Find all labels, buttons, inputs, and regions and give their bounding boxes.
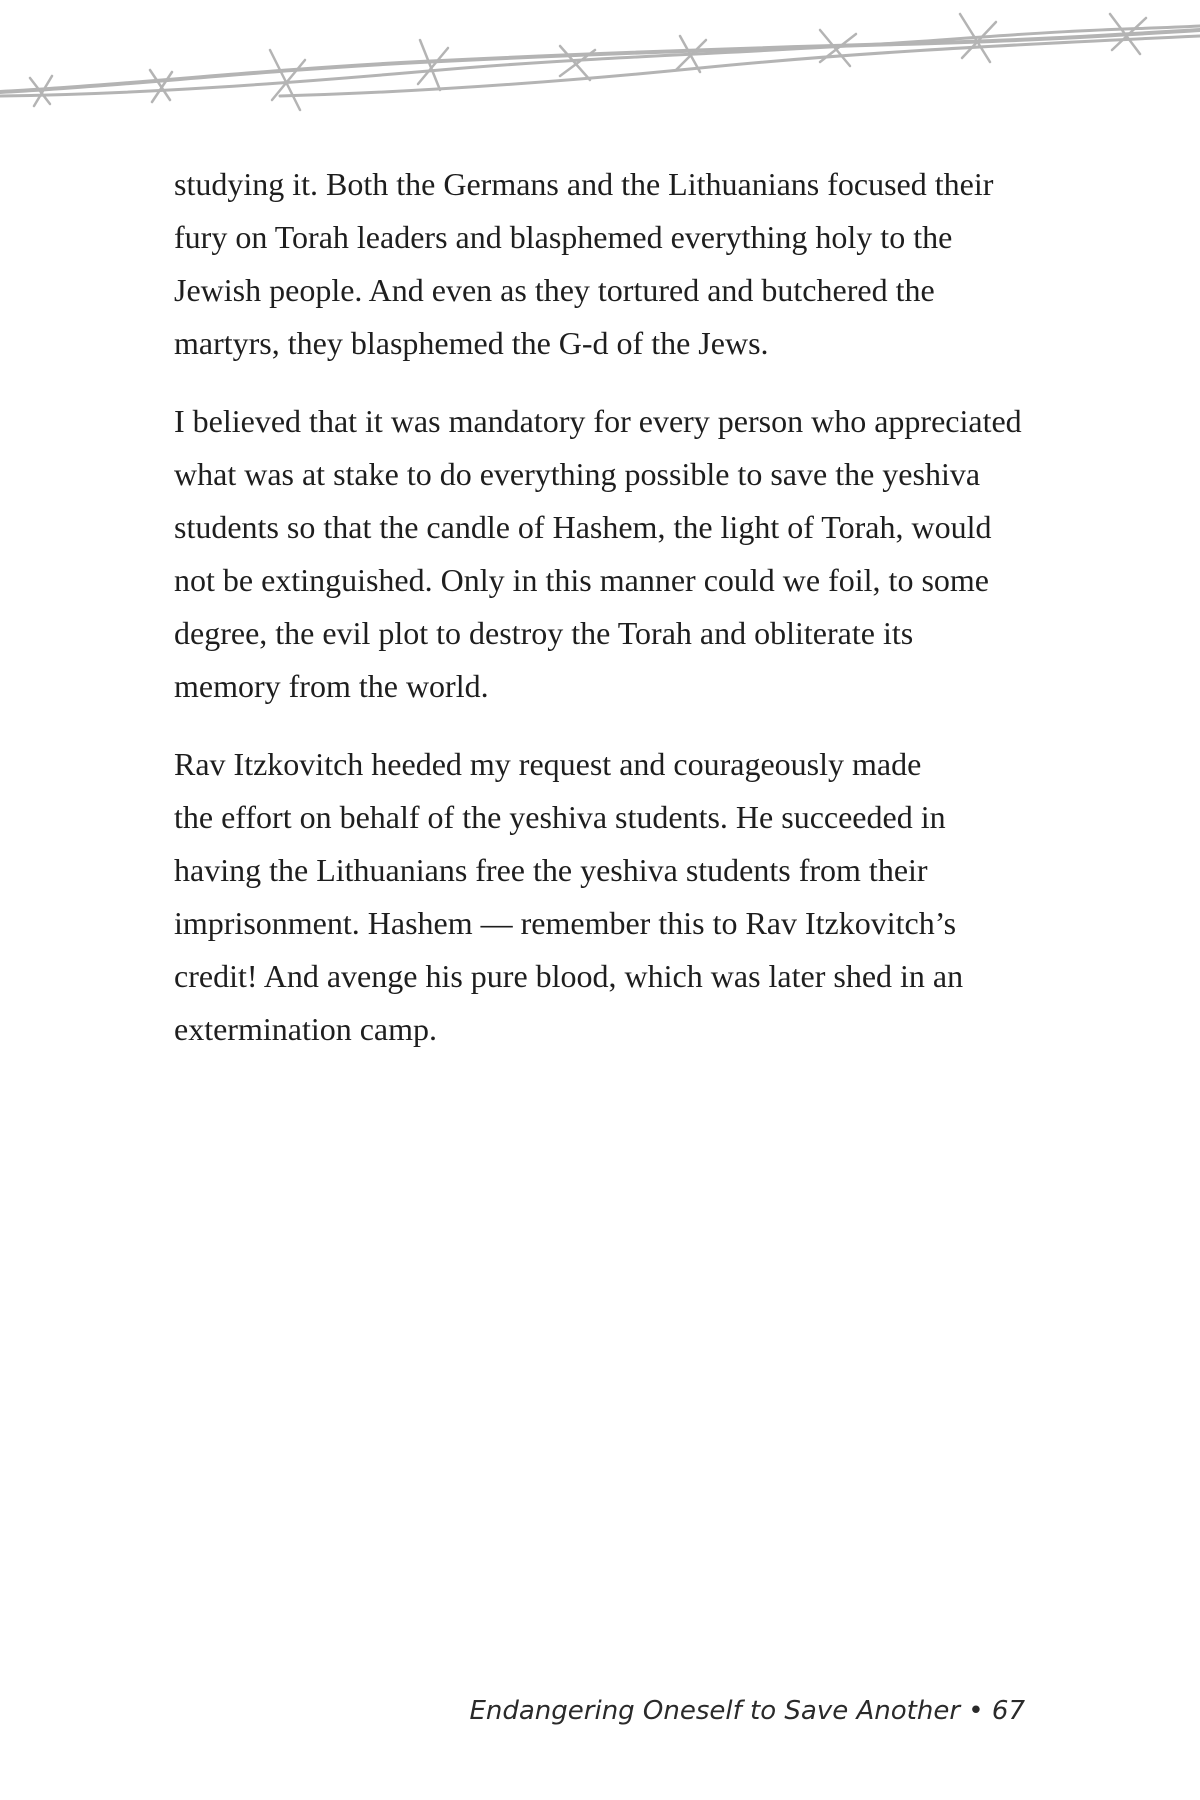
text-line: not be extinguished. Only in this manner could we foil, to some bbox=[174, 562, 989, 598]
text-line: imprisonment. Hashem — remember this to Rav Itzkovitch’s bbox=[174, 905, 957, 941]
paragraph-2 bbox=[174, 395, 1054, 713]
text-line: studying it. Both the Germans and the Lithuanians focused their bbox=[174, 166, 994, 202]
text-line: I believed that it was mandatory for every person who appreciated bbox=[174, 403, 1022, 439]
text-line: Rav Itzkovitch heeded my request and courageously made bbox=[174, 746, 922, 782]
text-line: Jewish people. And even as they tortured and butchered the bbox=[174, 272, 935, 308]
text-line: fury on Torah leaders and blasphemed everything holy to the bbox=[174, 219, 953, 255]
barbed-wire-icon bbox=[0, 0, 1200, 140]
text-line: students so that the candle of Hashem, the light of Torah, would bbox=[174, 509, 992, 545]
text-line: extermination camp. bbox=[174, 1011, 438, 1047]
paragraph-1 bbox=[174, 158, 1054, 370]
text-line: degree, the evil plot to destroy the Torah and obliterate its bbox=[174, 615, 914, 651]
paragraph-3 bbox=[174, 738, 1054, 1056]
text-line: credit! And avenge his pure blood, which was later shed in an bbox=[174, 958, 964, 994]
text-line: martyrs, they blasphemed the G-d of the Jews. bbox=[174, 325, 769, 361]
text-line: having the Lithuanians free the yeshiva students from their bbox=[174, 852, 928, 888]
text-line: the effort on behalf of the yeshiva students. He succeeded in bbox=[174, 799, 946, 835]
text-line: memory from the world. bbox=[174, 668, 489, 704]
text-line: what was at stake to do everything possible to save the yeshiva bbox=[174, 456, 981, 492]
body-text bbox=[174, 158, 1054, 1081]
running-footer: Endangering Oneself to Save Another • 67 bbox=[469, 1696, 1025, 1726]
